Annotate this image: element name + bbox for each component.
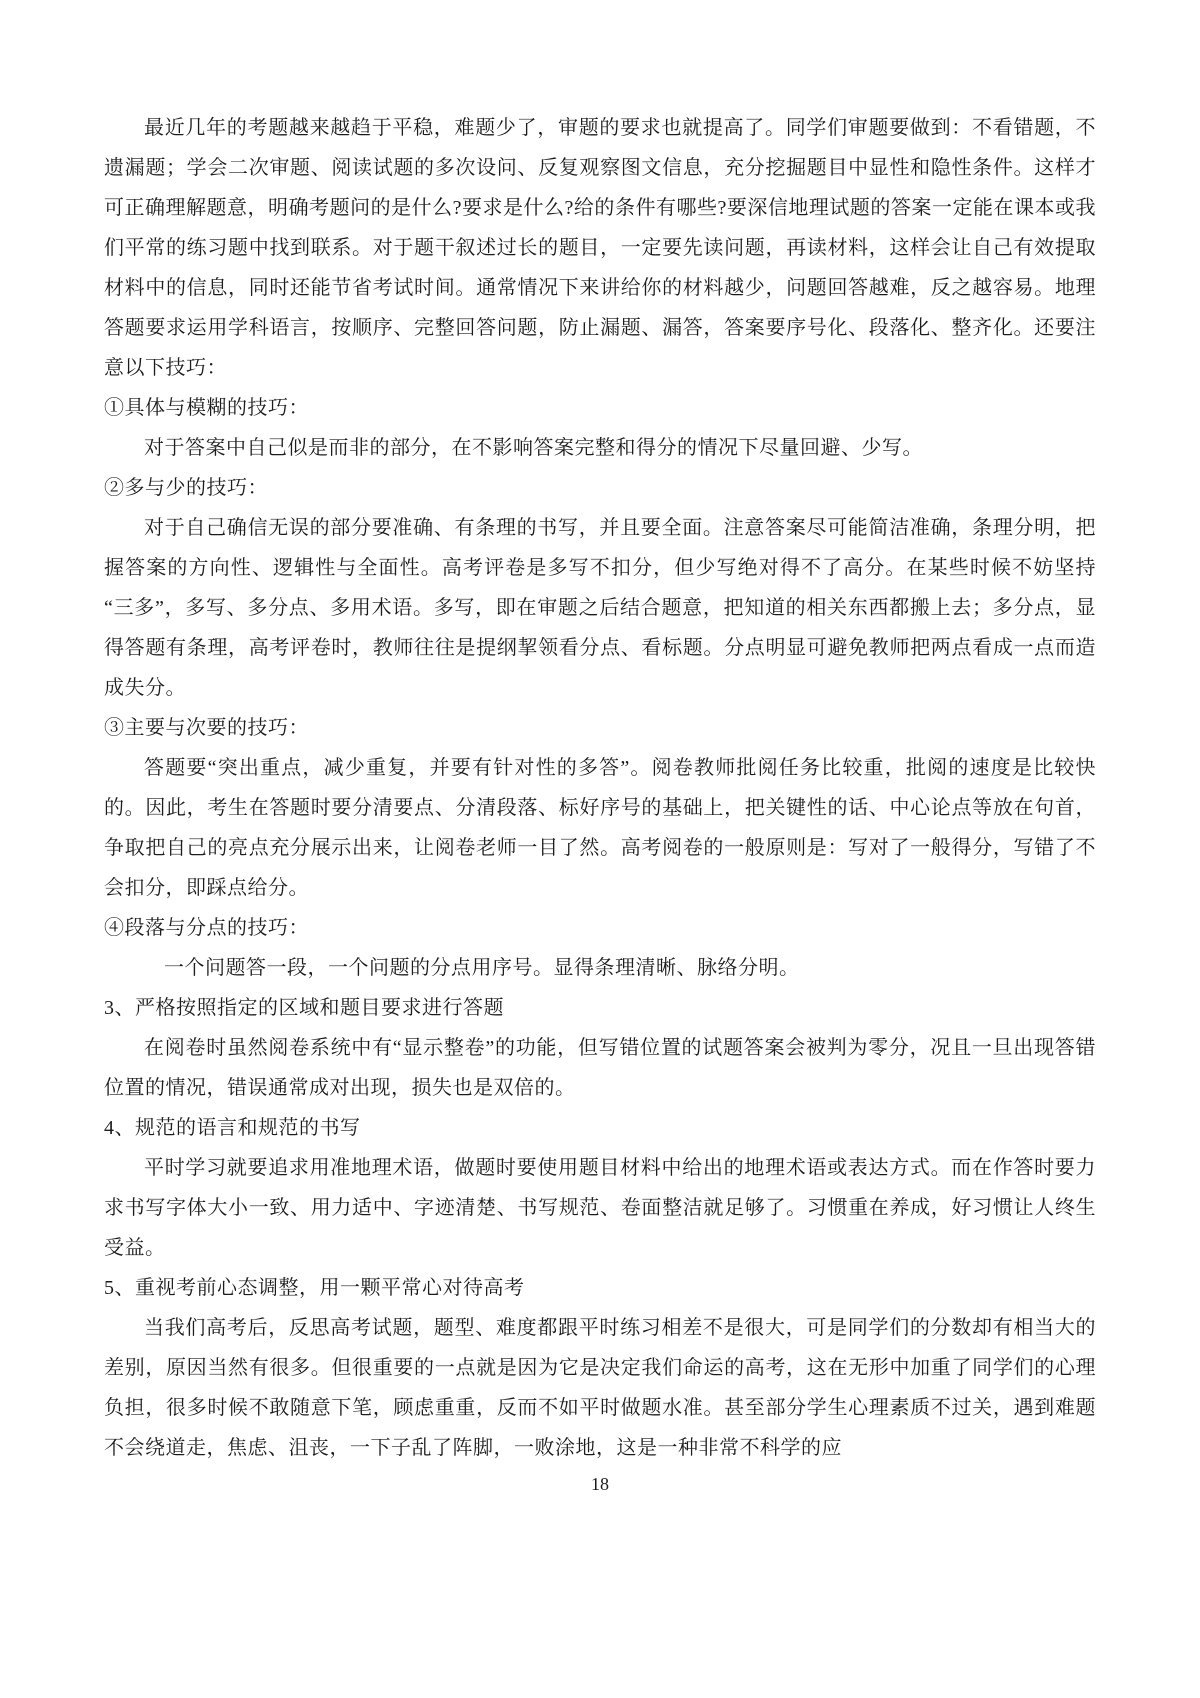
- paragraph: 5、重视考前心态调整，用一颗平常心对待高考: [104, 1277, 525, 1299]
- paragraph: 对于答案中自己似是而非的部分，在不影响答案完整和得分的情况下尽量回避、少写。: [144, 437, 923, 459]
- paragraph: 3、严格按照指定的区域和题目要求进行答题: [104, 997, 504, 1019]
- page-number: 18: [591, 1474, 609, 1494]
- paragraph: 4、规范的语言和规范的书写: [104, 1117, 361, 1139]
- paragraph: ④段落与分点的技巧：: [104, 917, 309, 939]
- paragraph: ②多与少的技巧：: [104, 477, 268, 499]
- paragraph: 平时学习就要追求用准地理术语，做题时要使用题目材料中给出的地理术语或表达方式。而在作答时要力求书写字体大小一致、用力适中、字迹清楚、书写规范、卷面整洁就足够了。习惯重在养成，好习惯让人终生受益。: [104, 1157, 1096, 1259]
- paragraph: ③主要与次要的技巧：: [104, 717, 309, 739]
- paragraph: 对于自己确信无误的部分要准确、有条理的书写，并且要全面。注意答案尽可能简洁准确，条理分明，把握答案的方向性、逻辑性与全面性。高考评卷是多写不扣分，但少写绝对得不了高分。在某些时候不妨坚持“三多”，多写、多分点、多用术语。多写，即在审题之后结合题意，把知道的相关东西都搬上去；多分点，显得答题有条理，高考评卷时，教师往往是提纲挈领看分点、看标题。分点明显可避免教师把两点看成一点而造成失分。: [104, 517, 1096, 699]
- paragraph: 当我们高考后，反思高考试题，题型、难度都跟平时练习相差不是很大，可是同学们的分数却有相当大的差别，原因当然有很多。但很重要的一点就是因为它是决定我们命运的高考，这在无形中加重了同学们的心理负担，很多时候不敢随意下笔，顾虑重重，反而不如平时做题水准。甚至部分学生心理素质不过关，遇到难题不会绕道走，焦虑、沮丧，一下子乱了阵脚，一败涂地，这是一种非常不科学的应: [104, 1317, 1096, 1459]
- paragraph: 一个问题答一段，一个问题的分点用序号。显得条理清晰、脉络分明。: [164, 957, 800, 979]
- document-body: [104, 108, 1096, 1468]
- paragraph: 在阅卷时虽然阅卷系统中有“显示整卷”的功能，但写错位置的试题答案会被判为零分，况且一旦出现答错位置的情况，错误通常成对出现，损失也是双倍的。: [104, 1037, 1096, 1099]
- paragraph: 最近几年的考题越来越趋于平稳，难题少了，审题的要求也就提高了。同学们审题要做到：不看错题，不遗漏题；学会二次审题、阅读试题的多次设问、反复观察图文信息，充分挖掘题目中显性和隐性条件。这样才可正确理解题意，明确考题问的是什么?要求是什么?给的条件有哪些?要深信地理试题的答案一定能在课本或我们平常的练习题中找到联系。对于题干叙述过长的题目，一定要先读问题，再读材料，这样会让自己有效提取材料中的信息，同时还能节省考试时间。通常情况下来讲给你的材料越少，问题回答越难，反之越容易。地理答题要求运用学科语言，按顺序、完整回答问题，防止漏题、漏答，答案要序号化、段落化、整齐化。还要注意以下技巧：: [104, 117, 1096, 379]
- paragraph: ①具体与模糊的技巧：: [104, 397, 309, 419]
- paragraph: 答题要“突出重点，减少重复，并要有针对性的多答”。阅卷教师批阅任务比较重，批阅的速度是比较快的。因此，考生在答题时要分清要点、分清段落、标好序号的基础上，把关键性的话、中心论点等放在句首，争取把自己的亮点充分展示出来，让阅卷老师一目了然。高考阅卷的一般原则是：写对了一般得分，写错了不会扣分，即踩点给分。: [104, 757, 1096, 899]
